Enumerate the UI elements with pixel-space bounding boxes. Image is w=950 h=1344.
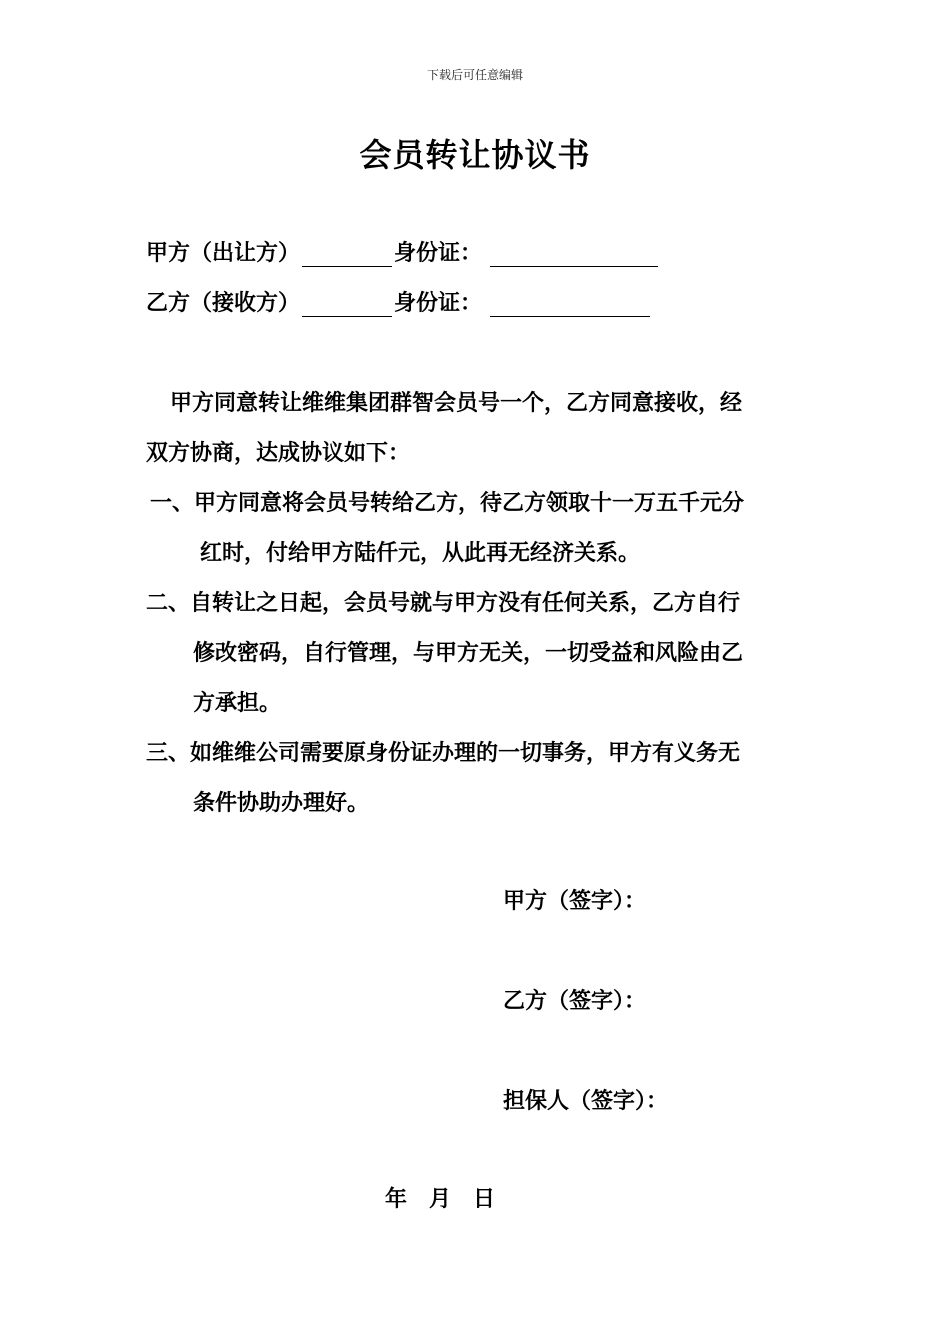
party-a-id-label: 身份证： (394, 240, 483, 266)
clause-1-line-1: 一、甲方同意将会员号转给乙方，待乙方领取十一万五千元分 (150, 490, 745, 516)
date-month: 月 (429, 1186, 452, 1212)
party-a-line (146, 236, 660, 267)
clause-2-line-1: 二、自转让之日起，会员号就与甲方没有任何关系，乙方自行 (146, 590, 741, 616)
party-b-label: 乙方（接收方） (146, 290, 301, 316)
party-b-line (146, 286, 652, 317)
intro-line-2: 双方协商，达成协议如下： (146, 440, 411, 466)
party-b-id-label: 身份证： (394, 290, 483, 316)
party-b-id-blank (490, 294, 650, 317)
clause-2-line-3: 方承担。 (193, 690, 282, 716)
clause-2-line-2: 修改密码，自行管理，与甲方无关，一切受益和风险由乙 (193, 640, 744, 666)
party-b-name-blank (302, 294, 392, 317)
party-a-label: 甲方（出让方） (146, 240, 301, 266)
document-title: 会员转让协议书 (359, 136, 591, 174)
clause-3-line-2: 条件协助办理好。 (193, 790, 370, 816)
signature-party-a: 甲方（签字）： (503, 888, 647, 914)
clause-3-line-1: 三、如维维公司需要原身份证办理的一切事务，甲方有义务无 (146, 740, 741, 766)
date-line (385, 1182, 495, 1213)
party-a-id-blank (490, 244, 658, 267)
header-note: 下载后可任意编辑 (426, 68, 523, 82)
date-day: 日 (473, 1186, 496, 1212)
clause-1-line-2: 红时，付给甲方陆仟元，从此再无经济关系。 (200, 540, 641, 566)
signature-party-b: 乙方（签字）： (503, 988, 647, 1014)
party-a-name-blank (302, 244, 392, 267)
date-year: 年 (385, 1186, 408, 1212)
intro-line-1: 甲方同意转让维维集团群智会员号一个，乙方同意接收，经 (170, 390, 743, 416)
signature-guarantor: 担保人（签字）： (503, 1088, 669, 1114)
